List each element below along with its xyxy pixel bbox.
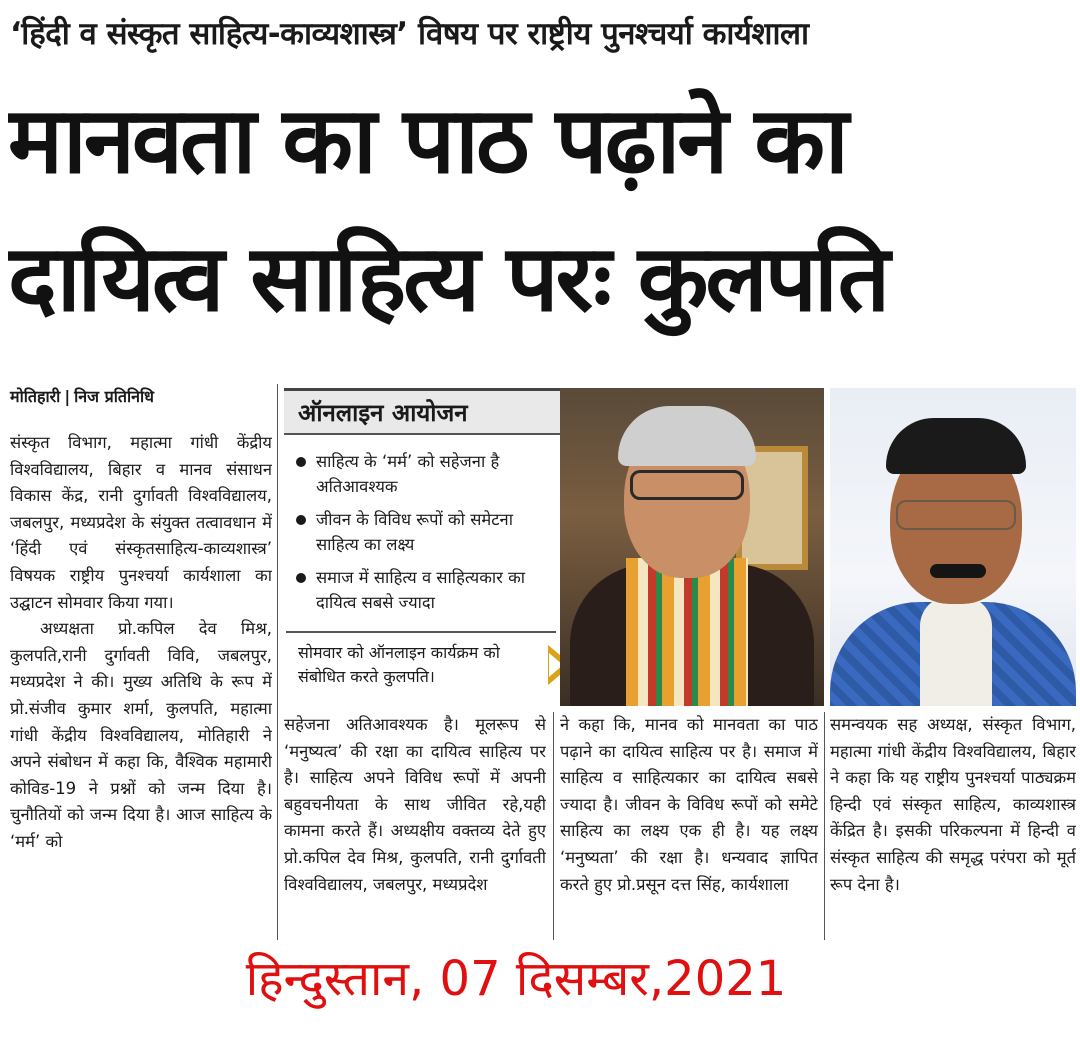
article-column-1: [10, 430, 272, 940]
highlight-bullet: जीवन के विविध रूपों को समेटना साहित्य का लक्ष्य: [290, 507, 552, 557]
article-column-3: ने कहा कि, मानव को मानवता का पाठ पढ़ाने का दायित्व साहित्य पर है। समाज में साहित्य व साहित्यकार का दायित्व सबसे ज्यादा है। जीवन के विविध रूपों को समेटे साहित्य का लक्ष्य एक ही है। यह लक्ष्य ‘मनुष्यता’ की रक्षा है। धन्यवाद ज्ञापित करते हुए प्रो.प्रसून दत्त सिंह, कार्यशाला: [560, 715, 818, 894]
article-paragraph: अध्यक्षता प्रो.कपिल देव मिश्र, कुलपति,रानी दुर्गावती विवि, जबलपुर, मध्यप्रदेश ने की। मुख्य अतिथि के रूप में प्रो.संजीव कुमार शर्मा, कुलपति, महात्मा गांधी केंद्रीय विश्वविद्यालय, मोतिहारी ने अपने संबोधन में कहा कि, वैश्विक महामारी कोविड-19 ने प्रश्नों को जन्म दिया है। चुनौतियों को जन्म दिया है। आज साहित्य के ‘मर्म’ को: [10, 619, 272, 851]
bullet-icon: [296, 457, 306, 467]
photo-person-hair: [618, 406, 756, 466]
bullet-icon: [296, 515, 306, 525]
column-divider: [277, 384, 278, 940]
highlight-bullet-list: [290, 449, 552, 623]
highlight-bullet: समाज में साहित्य व साहित्यकार का दायित्व सबसे ज्यादा: [290, 565, 552, 615]
moustache-icon: [930, 564, 986, 578]
highlight-bullet: साहित्य के ‘मर्म’ को सहेजना है अतिआवश्यक: [290, 449, 552, 499]
photo-scarf: [626, 558, 748, 706]
photo-second-speaker: [830, 388, 1076, 706]
publication-dateline: हिन्दुस्तान, 07 दिसम्बर,2021: [245, 951, 787, 1007]
column-divider: [824, 712, 825, 940]
headline-line-1: मानवता का पाठ पढ़ाने का: [8, 87, 846, 194]
article-paragraph: संस्कृत विभाग, महात्मा गांधी केंद्रीय विश्वविद्यालय, बिहार व मानव संसाधन विकास केंद्र, रानी दुर्गावती विश्वविद्यालय, जबलपुर, मध्यप्रदेश के संयुक्त तत्वावधान में ‘हिंदी एवं संस्कृतसाहित्य-काव्यशास्त्र’ विषयक राष्ट्रीय पुनश्चर्या कार्यशाला का उद्घाटन सोमवार किया गया।: [10, 433, 272, 612]
byline-reporter: निज प्रतिनिधि: [74, 387, 154, 406]
highlight-box-title: ऑनलाइन आयोजन: [284, 391, 560, 435]
highlight-box: [284, 388, 560, 706]
photo-caption: सोमवार को ऑनलाइन कार्यक्रम को संबोधित करते कुलपति।: [286, 631, 556, 699]
article-column-4: समन्वयक सह अध्यक्ष, संस्कृत विभाग, महात्मा गांधी केंद्रीय विश्वविद्यालय, बिहार ने कहा कि यह राष्ट्रीय पुनश्चर्या पाठ्यक्रम हिन्दी एवं संस्कृत साहित्य, काव्यशास्त्र केंद्रित है। इसकी परिकल्पना में हिन्दी व संस्कृत साहित्य की समृद्ध परंपरा को मूर्त रूप देना है।: [830, 715, 1076, 894]
byline-place: मोतिहारी: [10, 387, 61, 406]
article-column-2: सहेजना अतिआवश्यक है। मूलरूप से ‘मनुष्यत्व’ की रक्षा का दायित्व साहित्य पर है। साहित्य अपने विविध रूपों में अपनी बहुवचनीयता के साथ जीवित रहे,यही कामना करते हैं। अध्यक्षीय वक्तव्य देते हुए प्रो.कपिल देव मिश्र, कुलपति, रानी दुर्गावती विश्वविद्यालय, जबलपुर, मध्यप्रदेश: [284, 715, 546, 894]
byline-separator: |: [64, 387, 71, 406]
kicker: ‘हिंदी व संस्कृत साहित्य-काव्यशास्त्र’ विषय पर राष्ट्रीय पुनश्चर्या कार्यशाला: [10, 16, 809, 52]
photo-vice-chancellor: [560, 388, 824, 706]
glasses-icon: [896, 500, 1016, 530]
column-divider: [553, 712, 554, 940]
glasses-icon: [630, 470, 744, 500]
photo-person-hair: [886, 418, 1026, 474]
headline-line-2: दायित्व साहित्य परः कुलपति: [8, 225, 888, 332]
photo-person-collar: [920, 596, 992, 706]
bullet-icon: [296, 573, 306, 583]
byline: [10, 384, 272, 410]
